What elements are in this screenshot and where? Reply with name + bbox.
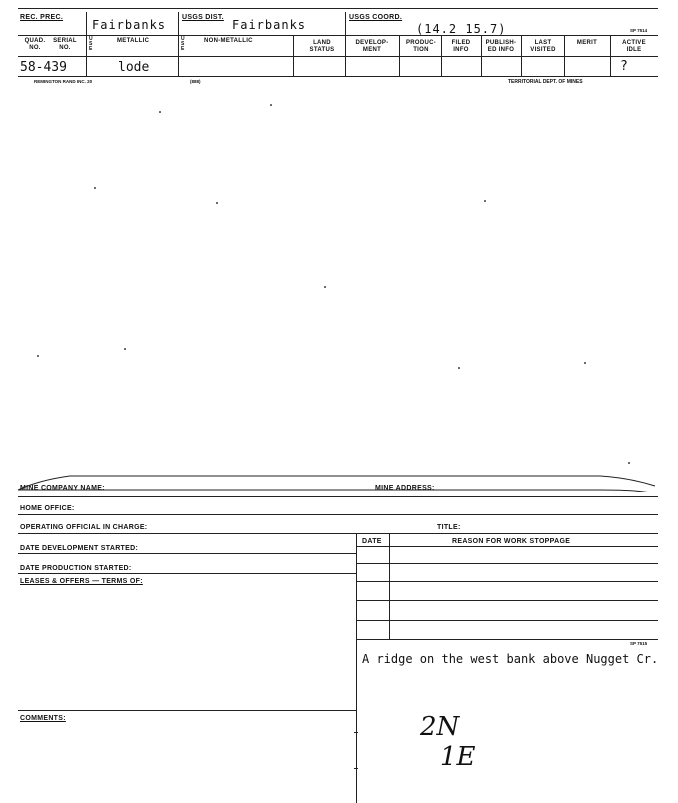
scan-speck [37,355,39,357]
mine-address-label: MINE ADDRESS: [375,485,435,492]
scan-speck [324,286,326,288]
divider-quad-serial [86,12,87,76]
rec-prec-label: REC. PREC. [20,14,64,21]
scan-speck [94,187,96,189]
tick-mark [354,732,358,733]
col-active-idle: ACTIVE IDLE [622,40,646,53]
col-last-visited: LAST VISITED [530,40,556,53]
scan-speck [216,202,218,204]
rule-official [18,533,658,534]
col-merit: MERIT [576,40,598,46]
rule-stoppage-6 [356,639,658,640]
form-number-bottom: SP 7515 [630,641,648,646]
usgs-dist-label: USGS DIST. [182,14,224,21]
col-land-status: LAND STATUS [309,40,335,53]
rule-date-development [18,553,356,554]
scan-speck [124,348,126,350]
col-nonmetallic-use: U S E [181,36,185,52]
scan-speck [628,462,630,464]
record-quad-serial: 58-439 [20,60,67,75]
scan-speck [484,200,486,202]
scan-speck [270,104,272,106]
col-filed-info: FILED INFO [451,40,471,53]
divider-last-visited [564,35,565,76]
col-quad-no: QUAD. NO. [24,38,46,51]
usgs-coord-value: (14.2 15.7) [416,22,507,36]
header-record-rule [18,56,658,57]
printer-code: (888) [190,79,201,84]
leases-offers-label: LEASES & OFFERS — TERMS OF: [20,578,143,585]
usgs-coord-label: USGS COORD. [349,14,403,21]
header-top-rule [18,8,658,9]
divider-production [441,35,442,76]
usgs-dist-value: Fairbanks [232,18,307,32]
handwritten-township: 2N [420,712,460,742]
rule-stoppage-1 [356,546,658,547]
reason-col-header: REASON FOR WORK STOPPAGE [452,538,571,545]
title-label: TITLE: [437,524,461,531]
territorial-dept: TERRITORIAL DEPT. OF MINES [508,79,583,85]
col-published-info: PUBLISH-ED INFO [485,40,517,53]
divider-land-status [345,12,346,76]
location-note: A ridge on the west bank above Nugget Cr. [362,652,659,666]
divider-metallic [178,12,179,76]
date-col-header: DATE [362,538,382,545]
comments-label: COMMENTS: [20,715,66,722]
mine-company-name-label: MINE COMPANY NAME: [20,485,105,492]
divider-published [521,35,522,76]
home-office-label: HOME OFFICE: [20,505,75,512]
header-columns-rule [18,35,658,36]
record-metallic: lode [118,60,150,75]
tick-mark [354,768,358,769]
rule-company [18,496,658,497]
date-development-label: DATE DEVELOPMENT STARTED: [20,545,139,552]
divider-filed [481,35,482,76]
col-metallic-use: U S E [89,36,93,52]
col-metallic: METALLIC [117,38,150,44]
rule-stoppage-5 [356,620,658,621]
col-development: DEVELOP-MENT [355,40,389,53]
col-non-metallic: NON-METALLIC [204,38,253,44]
scan-speck [159,111,161,113]
scan-speck [458,367,460,369]
record-active-idle: ? [620,59,628,74]
divider-date-col [389,533,390,639]
rec-prec-value: Fairbanks [92,18,167,32]
divider-merit [610,35,611,76]
rule-stoppage-2 [356,563,658,564]
printer-imprint: REMINGTON RAND INC. 20 [34,79,93,84]
rule-home-office [18,514,658,515]
scan-speck [584,362,586,364]
col-production: PRODUC-TION [405,40,437,53]
divider-nonmetallic [293,35,294,76]
rule-stoppage-3 [356,581,658,582]
form-number-top: SP 7514 [630,28,648,33]
col-serial-no: SERIAL NO. [53,38,77,51]
header-bottom-rule [18,76,658,77]
rule-stoppage-4 [356,600,658,601]
divider-development [399,35,400,76]
rule-comments [18,710,356,711]
divider-form-center [356,533,357,803]
rule-date-production [18,573,356,574]
handwritten-range: 1E [440,742,476,772]
date-production-label: DATE PRODUCTION STARTED: [20,565,132,572]
operating-official-label: OPERATING OFFICIAL IN CHARGE: [20,524,148,531]
